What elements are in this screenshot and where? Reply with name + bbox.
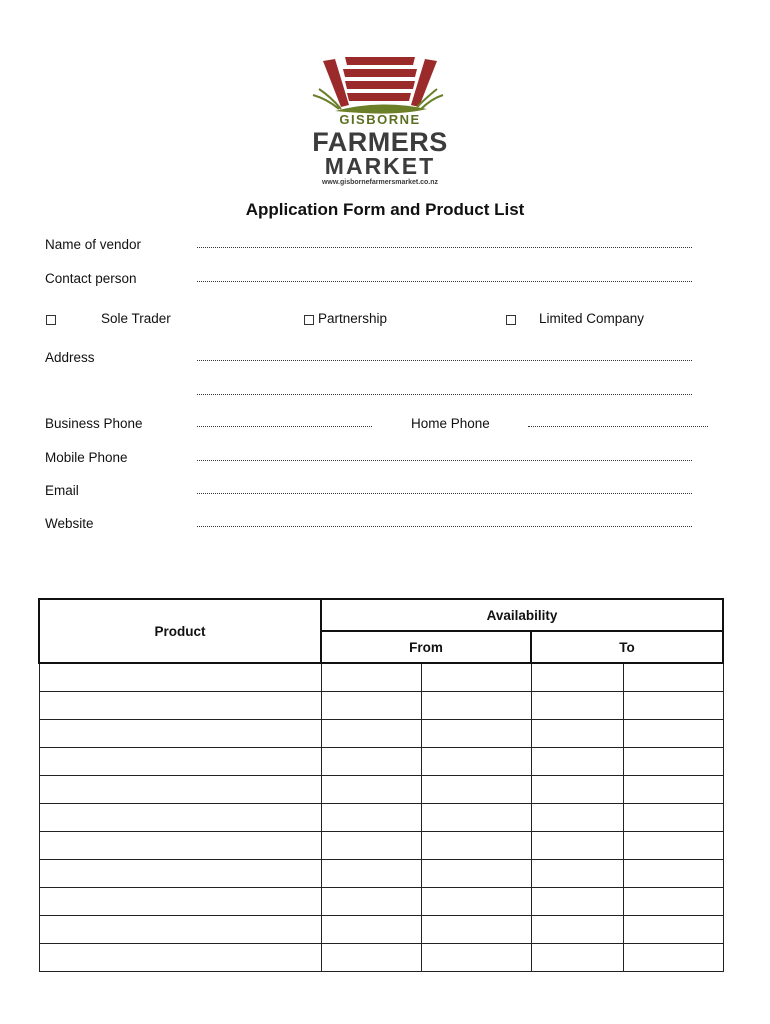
mobile-phone-label: Mobile Phone: [45, 450, 128, 465]
to-time-cell[interactable]: [623, 916, 723, 944]
from-time-cell[interactable]: [421, 944, 531, 972]
table-row: [39, 860, 723, 888]
to-date-cell[interactable]: [531, 692, 623, 720]
from-date-cell[interactable]: [321, 748, 421, 776]
product-availability-table: [38, 598, 724, 972]
product-cell[interactable]: [39, 916, 321, 944]
contact-person-field[interactable]: [197, 281, 692, 282]
from-date-cell[interactable]: [321, 944, 421, 972]
product-cell[interactable]: [39, 860, 321, 888]
logo-text-gisborne: GISBORNE: [339, 112, 421, 127]
product-cell[interactable]: [39, 944, 321, 972]
to-date-cell[interactable]: [531, 860, 623, 888]
to-time-cell[interactable]: [623, 860, 723, 888]
from-date-cell[interactable]: [321, 692, 421, 720]
from-time-cell[interactable]: [421, 776, 531, 804]
logo-stripes-graphic: [305, 55, 455, 115]
logo-url: www.gisbornefarmersmarket.co.nz: [321, 179, 439, 186]
from-date-cell[interactable]: [321, 776, 421, 804]
table-row: [39, 944, 723, 972]
product-cell[interactable]: [39, 776, 321, 804]
product-cell[interactable]: [39, 804, 321, 832]
logo-text-farmers: FARMERS: [312, 127, 448, 157]
sole-trader-label: Sole Trader: [101, 311, 171, 326]
contact-person-label: Contact person: [45, 271, 137, 286]
product-rows: [39, 663, 723, 972]
table-row: [39, 663, 723, 692]
product-cell[interactable]: [39, 888, 321, 916]
table-row: [39, 916, 723, 944]
from-time-cell[interactable]: [421, 888, 531, 916]
to-time-cell[interactable]: [623, 776, 723, 804]
table-row: [39, 804, 723, 832]
to-date-cell[interactable]: [531, 916, 623, 944]
from-date-cell[interactable]: [321, 916, 421, 944]
to-header: To: [531, 631, 723, 663]
table-row: [39, 832, 723, 860]
from-header: From: [321, 631, 531, 663]
address-field-line-2[interactable]: [197, 394, 692, 395]
name-of-vendor-label: Name of vendor: [45, 237, 142, 252]
to-date-cell[interactable]: [531, 804, 623, 832]
address-field-line-1[interactable]: [197, 360, 692, 361]
from-time-cell[interactable]: [421, 832, 531, 860]
from-date-cell[interactable]: [321, 804, 421, 832]
from-date-cell[interactable]: [321, 720, 421, 748]
from-time-cell[interactable]: [421, 692, 531, 720]
mobile-phone-field[interactable]: [197, 460, 692, 461]
from-time-cell[interactable]: [421, 663, 531, 692]
partnership-label: Partnership: [318, 311, 388, 326]
to-time-cell[interactable]: [623, 804, 723, 832]
to-date-cell[interactable]: [531, 748, 623, 776]
to-date-cell[interactable]: [531, 720, 623, 748]
product-cell[interactable]: [39, 692, 321, 720]
business-phone-field[interactable]: [197, 426, 372, 427]
gisborne-farmers-market-logo: [305, 55, 455, 190]
email-field[interactable]: [197, 493, 692, 494]
product-cell[interactable]: [39, 720, 321, 748]
limited-company-label: Limited Company: [539, 311, 645, 326]
partnership-checkbox[interactable]: [304, 315, 314, 325]
to-time-cell[interactable]: [623, 663, 723, 692]
to-date-cell[interactable]: [531, 944, 623, 972]
logo-text-market: MARKET: [324, 153, 436, 179]
table-row: [39, 776, 723, 804]
website-label: Website: [45, 516, 94, 531]
to-date-cell[interactable]: [531, 663, 623, 692]
table-row: [39, 720, 723, 748]
from-date-cell[interactable]: [321, 832, 421, 860]
product-header: Product: [39, 599, 321, 663]
product-cell[interactable]: [39, 832, 321, 860]
page-title: Application Form and Product List: [245, 200, 525, 219]
to-time-cell[interactable]: [623, 888, 723, 916]
from-time-cell[interactable]: [421, 720, 531, 748]
business-phone-label: Business Phone: [45, 416, 143, 431]
to-date-cell[interactable]: [531, 888, 623, 916]
product-cell[interactable]: [39, 663, 321, 692]
from-date-cell[interactable]: [321, 663, 421, 692]
to-time-cell[interactable]: [623, 720, 723, 748]
to-time-cell[interactable]: [623, 748, 723, 776]
to-date-cell[interactable]: [531, 776, 623, 804]
product-cell[interactable]: [39, 748, 321, 776]
to-time-cell[interactable]: [623, 944, 723, 972]
limited-company-checkbox[interactable]: [506, 315, 516, 325]
table-row: [39, 748, 723, 776]
to-date-cell[interactable]: [531, 832, 623, 860]
home-phone-field[interactable]: [528, 426, 708, 427]
table-row: [39, 692, 723, 720]
email-label: Email: [45, 483, 79, 498]
address-label: Address: [45, 350, 95, 365]
table-row: [39, 888, 723, 916]
from-time-cell[interactable]: [421, 916, 531, 944]
from-date-cell[interactable]: [321, 888, 421, 916]
from-time-cell[interactable]: [421, 748, 531, 776]
home-phone-label: Home Phone: [411, 416, 490, 431]
to-time-cell[interactable]: [623, 832, 723, 860]
sole-trader-checkbox[interactable]: [46, 315, 56, 325]
to-time-cell[interactable]: [623, 692, 723, 720]
from-time-cell[interactable]: [421, 860, 531, 888]
from-date-cell[interactable]: [321, 860, 421, 888]
website-field[interactable]: [197, 526, 692, 527]
from-time-cell[interactable]: [421, 804, 531, 832]
name-of-vendor-field[interactable]: [197, 247, 692, 248]
availability-header: Availability: [321, 599, 723, 631]
